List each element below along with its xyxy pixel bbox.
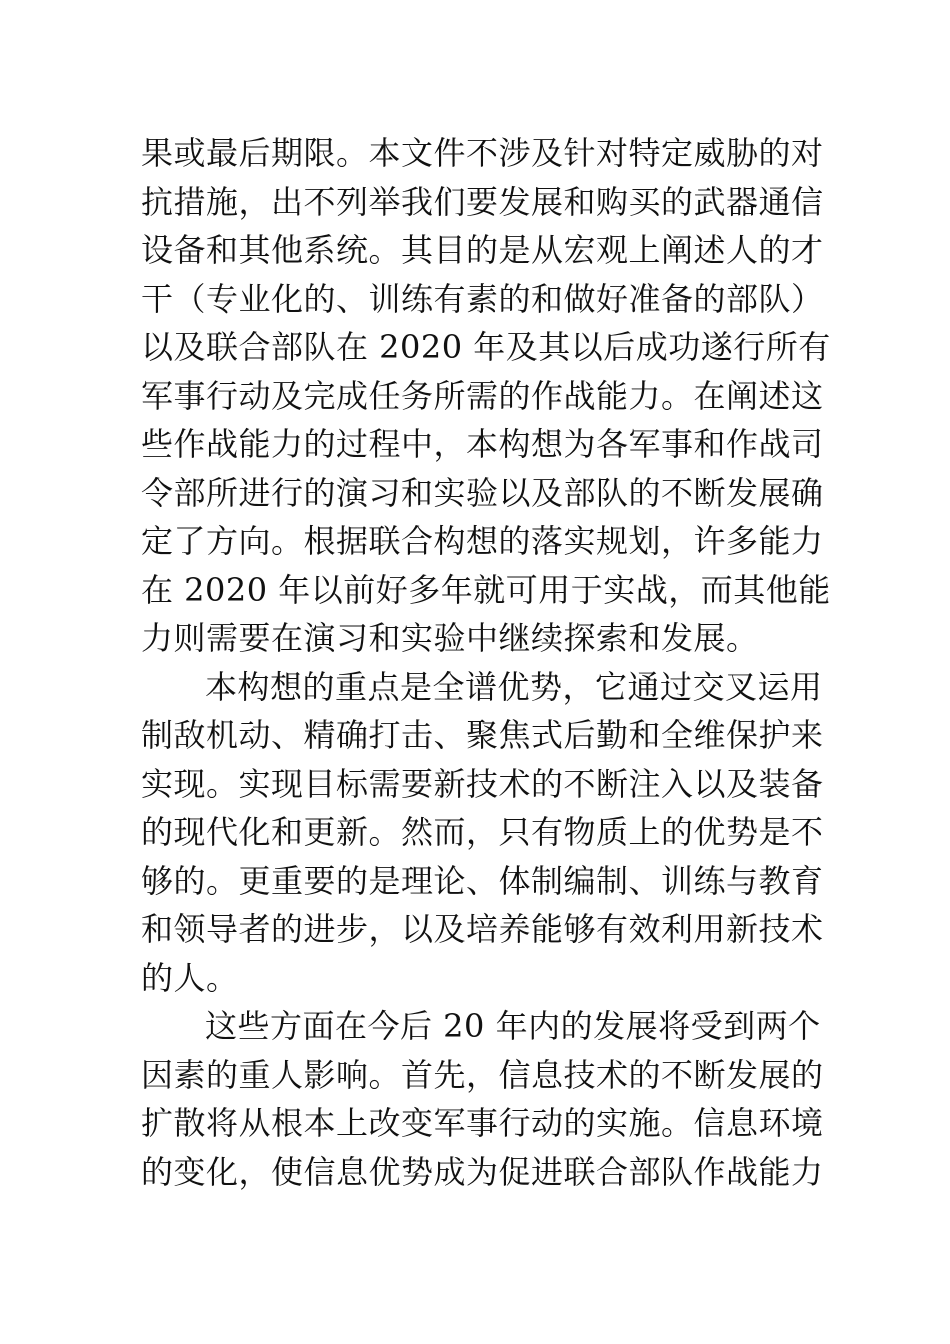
text-line: 军事行动及完成任务所需的作战能力。在阐述这 [141, 376, 824, 415]
text-line: 定了方向。根据联合构想的落实规划，许多能力 [141, 522, 824, 560]
text-line: 力则需要在演习和实验中继续探索和发展。 [141, 619, 759, 657]
text-line: 的人。 [141, 958, 239, 997]
text-line: 令部所进行的演习和实验以及部队的不断发展确 [141, 473, 824, 512]
text-line: 些作战能力的过程中，本构想为各军事和作战司 [141, 425, 824, 463]
text-line: 干（专业化的、训练有素的和做好准备的部队） [141, 279, 824, 318]
paragraph-start-line: 这些方面在今后 20 年内的发展将受到两个 [205, 1007, 821, 1045]
text-line: 的变化，使信息优势成为促进联合部队作战能力 [141, 1152, 824, 1191]
text-line: 果或最后期限。本文件不涉及针对特定威胁的对 [141, 134, 824, 172]
text-line: 以及联合部队在 2020 年及其以后成功遂行所有 [141, 328, 831, 366]
text-line: 够的。更重要的是理论、体制编制、训练与教育 [141, 861, 824, 900]
text-line: 扩散将从根本上改变军事行动的实施。信息环境 [141, 1104, 824, 1142]
text-line: 因素的重人影响。首先，信息技术的不断发展的 [141, 1055, 824, 1094]
paragraph-start-line: 本构想的重点是全谱优势，它通过交叉运用 [205, 667, 823, 706]
text-line: 设备和其他系统。其目的是从宏观上阐述人的才 [141, 231, 824, 269]
text-line: 的现代化和更新。然而，只有物质上的优势是不 [141, 813, 824, 851]
text-line: 在 2020 年以前好多年就可用于实战，而其他能 [141, 570, 831, 609]
text-line: 制敌机动、精确打击、聚焦式后勤和全维保护来 [141, 716, 824, 754]
text-line: 抗措施，出不列举我们要发展和购买的武器通信 [141, 182, 824, 221]
text-line: 和领导者的进步，以及培养能够有效利用新技术 [141, 910, 824, 948]
text-line: 实现。实现目标需要新技术的不断注入以及装备 [141, 764, 824, 803]
document-body [141, 129, 831, 1196]
